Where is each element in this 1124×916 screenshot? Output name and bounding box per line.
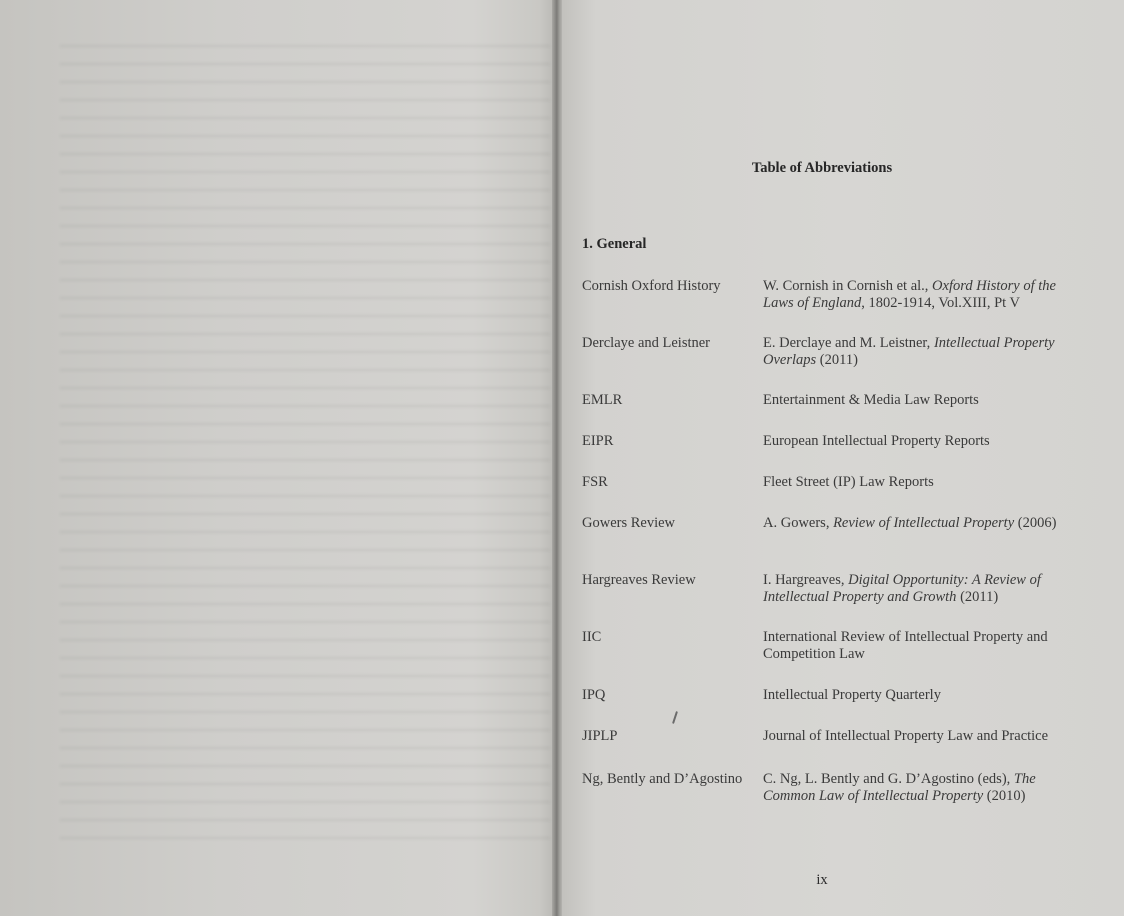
- abbreviation-term: EIPR: [582, 433, 614, 449]
- abbreviation-expansion: [763, 278, 1059, 312]
- expansion-title-text: The Common Law of Intellectual Property: [763, 771, 1036, 804]
- expansion-text: (2010): [983, 788, 1026, 804]
- expansion-text: International Review of Intellectual Property and Competition Law: [763, 629, 1048, 662]
- abbreviation-term: JIPLP: [582, 728, 618, 744]
- expansion-text: Fleet Street (IP) Law Reports: [763, 474, 934, 490]
- page-number: ix: [816, 872, 828, 888]
- abbreviation-expansion: [763, 771, 1059, 805]
- expansion-text: I. Hargreaves,: [763, 572, 849, 588]
- expansion-text: Entertainment & Media Law Reports: [763, 392, 979, 408]
- expansion-title-text: Digital Opportunity: A Review of Intellectual Property and Growth: [763, 572, 1041, 605]
- page-title: Table of Abbreviations: [751, 160, 893, 176]
- left-page-blank: [0, 0, 556, 916]
- expansion-text: Journal of Intellectual Property Law and Practice: [763, 728, 1049, 744]
- abbreviation-term: Hargreaves Review: [582, 572, 696, 588]
- expansion-text: (2011): [816, 352, 858, 368]
- expansion-title-text: Review of Intellectual Property: [833, 515, 1015, 531]
- expansion-title-text: Intellectual Property Overlaps: [763, 335, 1055, 368]
- abbreviation-term: IPQ: [582, 687, 606, 703]
- abbreviation-expansion: [763, 335, 1059, 369]
- expansion-text: , 1802-1914, Vol.XIII, Pt V: [861, 295, 1021, 311]
- abbreviation-term: Gowers Review: [582, 515, 676, 531]
- abbreviation-expansion: [763, 728, 1059, 745]
- expansion-text: W. Cornish in Cornish et al.,: [763, 278, 933, 294]
- section-heading: 1. General: [582, 236, 647, 252]
- expansion-text: (2006): [1014, 515, 1057, 531]
- abbreviation-expansion: [763, 474, 1059, 491]
- abbreviation-expansion: [763, 572, 1059, 606]
- expansion-text: (2011): [956, 589, 999, 605]
- expansion-text: Intellectual Property Quarterly: [763, 687, 941, 703]
- show-through-texture: [60, 30, 550, 850]
- expansion-title-text: Oxford History of the Laws of England: [763, 278, 1056, 311]
- expansion-text: C. Ng, L. Bently and G. D’Agostino (eds),: [763, 771, 1014, 787]
- expansion-text: European Intellectual Property Reports: [763, 433, 990, 449]
- abbreviation-term: Ng, Bently and D’Agostino: [582, 771, 743, 787]
- abbreviation-expansion: [763, 515, 1059, 532]
- expansion-text: A. Gowers,: [763, 515, 834, 531]
- abbreviation-term: EMLR: [582, 392, 623, 408]
- abbreviation-term: Cornish Oxford History: [582, 278, 721, 294]
- abbreviation-expansion: [763, 629, 1059, 663]
- abbreviation-term: FSR: [582, 474, 608, 490]
- abbreviation-expansion: [763, 687, 1059, 704]
- abbreviation-term: IIC: [582, 629, 602, 645]
- abbreviation-expansion: [763, 392, 1059, 409]
- expansion-text: E. Derclaye and M. Leistner,: [763, 335, 934, 351]
- abbreviation-expansion: [763, 433, 1059, 450]
- abbreviation-term: Derclaye and Leistner: [582, 335, 711, 351]
